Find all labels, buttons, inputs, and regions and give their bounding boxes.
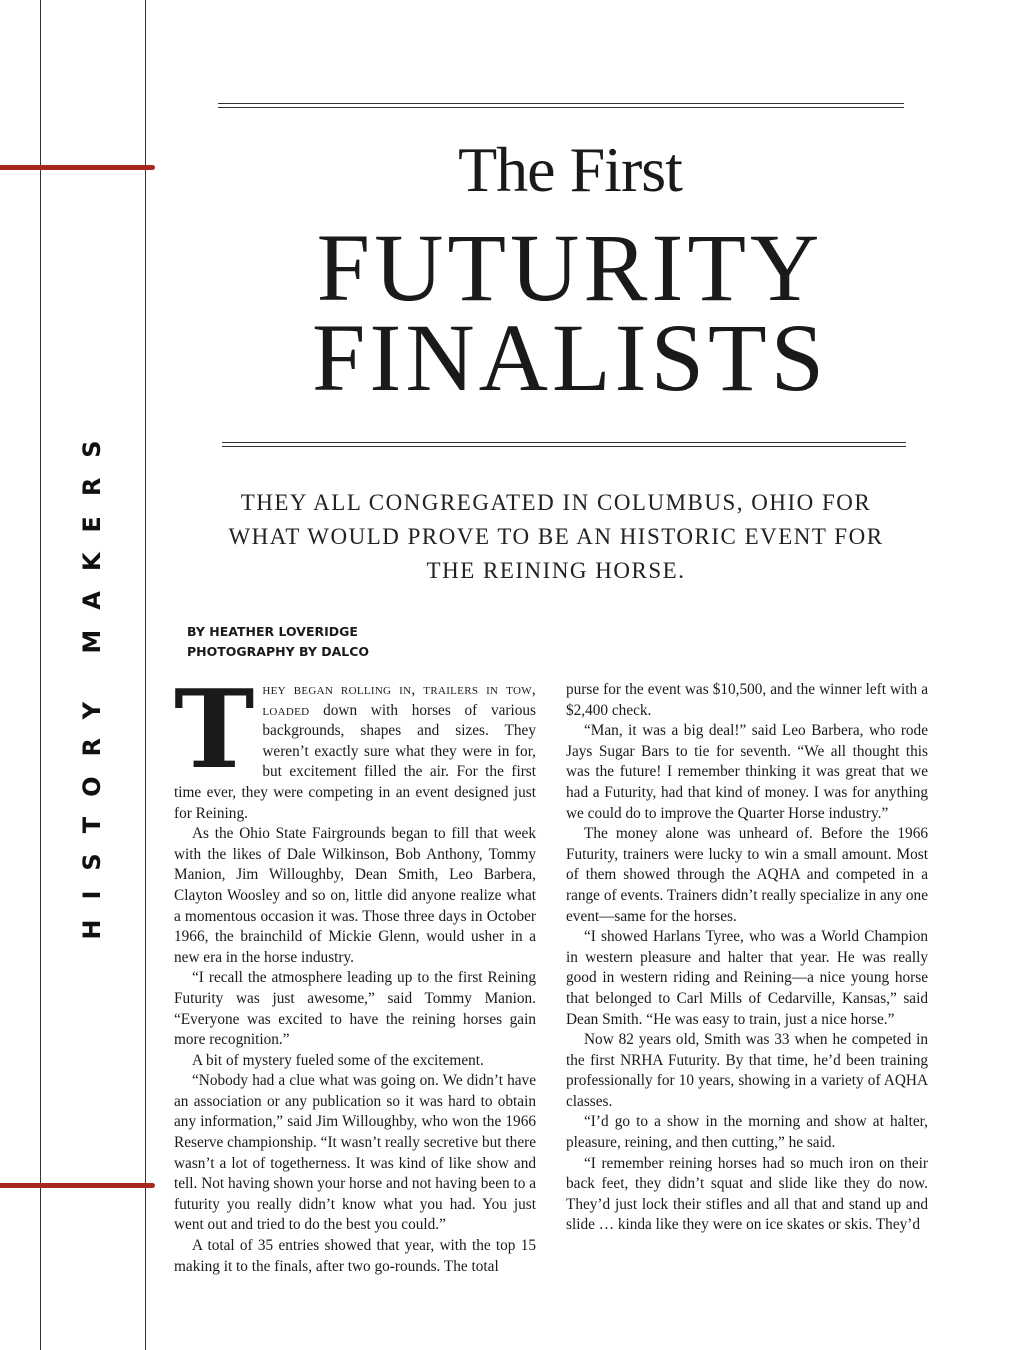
section-label: HISTORY MAKERS (78, 420, 106, 940)
article-paragraph: “I’d go to a show in the morning and show at halter, pleasure, reining, and then cutting,” he said. (566, 1113, 928, 1152)
article-paragraph: Now 82 years old, Smith was 33 when he competed in the first NRHA Futurity. By that time, he’d been training professionally for 10 years, showing in a variety of AQHA classes. (566, 1031, 928, 1110)
lead-in: hey began rolling in, trailers in tow, loaded (262, 681, 536, 719)
article-paragraph (174, 667, 536, 824)
article-paragraph: “Nobody had a clue what was going on. We didn’t have an association or any publication so it was hard to obtain any information,” said Jim Willoughby, who won the 1966 Reserve championship. “It wasn’t really secretive but there wasn’t a lot of togetherness. It was kind of like show and tell. Not having shown your horse and not having been to a futurity you really didn’t know what you had. You just went out and tried to do the best you could.” (174, 1072, 536, 1234)
headline-rule-top (218, 103, 904, 108)
accent-bar-bottom (0, 1183, 155, 1188)
deck: THEY ALL CONGREGATED IN COLUMBUS, OHIO FOR WHAT WOULD PROVE TO BE AN HISTORIC EVENT FOR THE REINING HORSE. (228, 490, 884, 583)
article-paragraph: The money alone was unheard of. Before the 1966 Futurity, trainers were lucky to win a small amount. Most of them showed through the AQHA and competed in a range of events. Trainers didn’t really specialize in any one event—same for the horses. (566, 825, 928, 925)
sidebar (0, 0, 146, 1350)
article-paragraph: “I recall the atmosphere leading up to the first Reining Futurity was just awesome,” said Tommy Manion. “Everyone was excited to have the reining horses gain more recognition.” (174, 969, 536, 1049)
article-column-2 (566, 680, 928, 1236)
byline (187, 622, 369, 662)
article-paragraph: “I remember reining horses had so much iron on their back feet, they didn’t squat and slide like they do now. They’d just lock their stifles and all that and stand up and slide … kinda like they were on ice skates or skis. They’d (566, 1154, 928, 1234)
sidebar-rule-left (40, 0, 41, 1350)
article-paragraph: “I showed Harlans Tyree, who was a World Champion in western pleasure and halter that year. He was really good in western riding and Reining—a nice young horse that belonged to Carl Mills of Cedarville, Kansas,” said Dean Smith. “He was easy to train, just a nice horse.” (566, 928, 928, 1028)
article-paragraph: As the Ohio State Fairgrounds began to fill that week with the likes of Dale Wilkinson, Bob Anthony, Tommy Manion, Jim Willoughby, Dean Smith, Leo Barbera, Clayton Woosley and so on, little did anyone realize what a momentous occasion it was. Those three days in October 1966, the brainchild of Mickie Glenn, would usher in a new era in the horse industry. (174, 825, 536, 966)
article-paragraph: “Man, it was a big deal!” said Leo Barbera, who rode Jays Sugar Bars to tie for seventh. “We all thought this was the future! I remember thinking it was great that we had a Futurity, had that kind of money. I was for anything we could do to improve the Quarter Horse industry.” (566, 722, 928, 822)
headline-line-1: FUTURITY (316, 214, 824, 321)
drop-cap: T (174, 667, 255, 793)
sidebar-rule-right (145, 0, 146, 1350)
article-paragraph: A bit of mystery fueled some of the excitement. (192, 1051, 484, 1069)
headline-kicker: The First (458, 134, 682, 205)
lead-paragraph-text: down with horses of various backgrounds, shapes and sizes. They weren’t exactly sure what they were in for, but excitement filled the air. For the first time ever, they were competing in an event designed just for Reining. (174, 701, 536, 822)
article-paragraph: purse for the event was $10,500, and the winner left with a $2,400 check. (566, 681, 928, 719)
byline-author: BY HEATHER LOVERIDGE (187, 624, 358, 639)
accent-bar-top (0, 165, 155, 170)
byline-photo: PHOTOGRAPHY BY DALCO (187, 644, 370, 659)
article-paragraph: A total of 35 entries showed that year, with the top 15 making it to the finals, after two go-rounds. The total (174, 1237, 536, 1275)
headline-rule-bottom (222, 442, 906, 447)
headline-line-2: FINALISTS (311, 304, 829, 411)
article-column-1 (174, 667, 536, 1277)
